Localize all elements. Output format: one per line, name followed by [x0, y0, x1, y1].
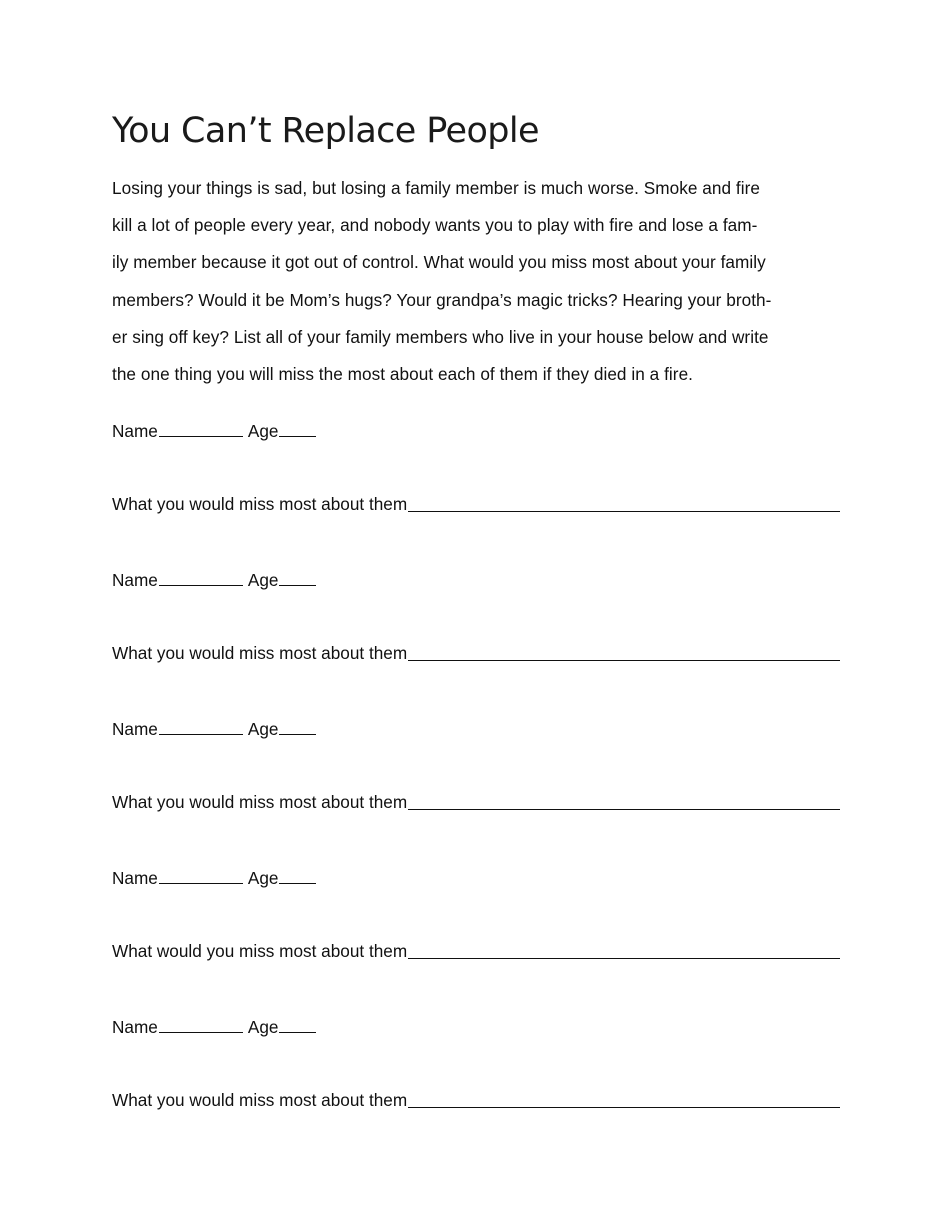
age-label: Age: [247, 570, 279, 590]
miss-most-label: What you would miss most about them: [112, 1090, 408, 1110]
miss-most-row: [112, 939, 840, 963]
age-blank[interactable]: [279, 1014, 316, 1033]
family-member-name-age-row: [112, 865, 316, 890]
miss-most-label: What you would miss most about them: [112, 643, 408, 663]
miss-most-blank[interactable]: [408, 791, 840, 810]
age-label: Age: [247, 1017, 279, 1037]
name-label: Name: [112, 868, 158, 888]
miss-most-row: [112, 790, 840, 814]
intro-line: the one thing you will miss the most about each of them if they died in a fire.: [112, 364, 693, 385]
miss-most-label: What you would miss most about them: [112, 494, 408, 514]
name-blank[interactable]: [159, 716, 243, 735]
name-label: Name: [112, 719, 158, 739]
family-member-name-age-row: [112, 716, 316, 741]
name-label: Name: [112, 421, 158, 441]
family-member-name-age-row: [112, 567, 316, 592]
age-blank[interactable]: [279, 716, 316, 735]
miss-most-row: [112, 641, 840, 665]
name-blank[interactable]: [159, 567, 243, 586]
intro-line: Losing your things is sad, but losing a family member is much worse. Smoke and fire: [112, 178, 761, 198]
miss-most-blank[interactable]: [408, 940, 840, 959]
family-member-name-age-row: [112, 1014, 316, 1039]
age-label: Age: [247, 868, 279, 888]
miss-most-label: What would you miss most about them: [112, 941, 408, 961]
miss-most-row: [112, 1088, 840, 1112]
age-blank[interactable]: [279, 567, 316, 586]
name-label: Name: [112, 1017, 158, 1037]
miss-most-blank[interactable]: [408, 493, 840, 512]
age-label: Age: [247, 421, 279, 441]
intro-paragraph: [112, 170, 836, 393]
page-title: You Can’t Replace People: [112, 111, 539, 151]
intro-line: ily member because it got out of control. What would you miss most about your family: [112, 252, 766, 273]
intro-line: er sing off key? List all of your family members who live in your house below and write: [112, 326, 769, 347]
miss-most-blank[interactable]: [408, 642, 840, 661]
age-blank[interactable]: [279, 865, 316, 884]
name-blank[interactable]: [159, 1014, 243, 1033]
age-label: Age: [247, 719, 279, 739]
miss-most-blank[interactable]: [408, 1089, 840, 1108]
name-blank[interactable]: [159, 865, 243, 884]
intro-line: kill a lot of people every year, and nobody wants you to play with fire and lose a fam-: [112, 215, 758, 236]
miss-most-label: What you would miss most about them: [112, 792, 408, 812]
name-label: Name: [112, 570, 158, 590]
intro-line: members? Would it be Mom’s hugs? Your grandpa’s magic tricks? Hearing your broth-: [112, 289, 772, 310]
miss-most-row: [112, 492, 840, 516]
age-blank[interactable]: [279, 418, 316, 437]
family-member-name-age-row: [112, 418, 316, 443]
name-blank[interactable]: [159, 418, 243, 437]
